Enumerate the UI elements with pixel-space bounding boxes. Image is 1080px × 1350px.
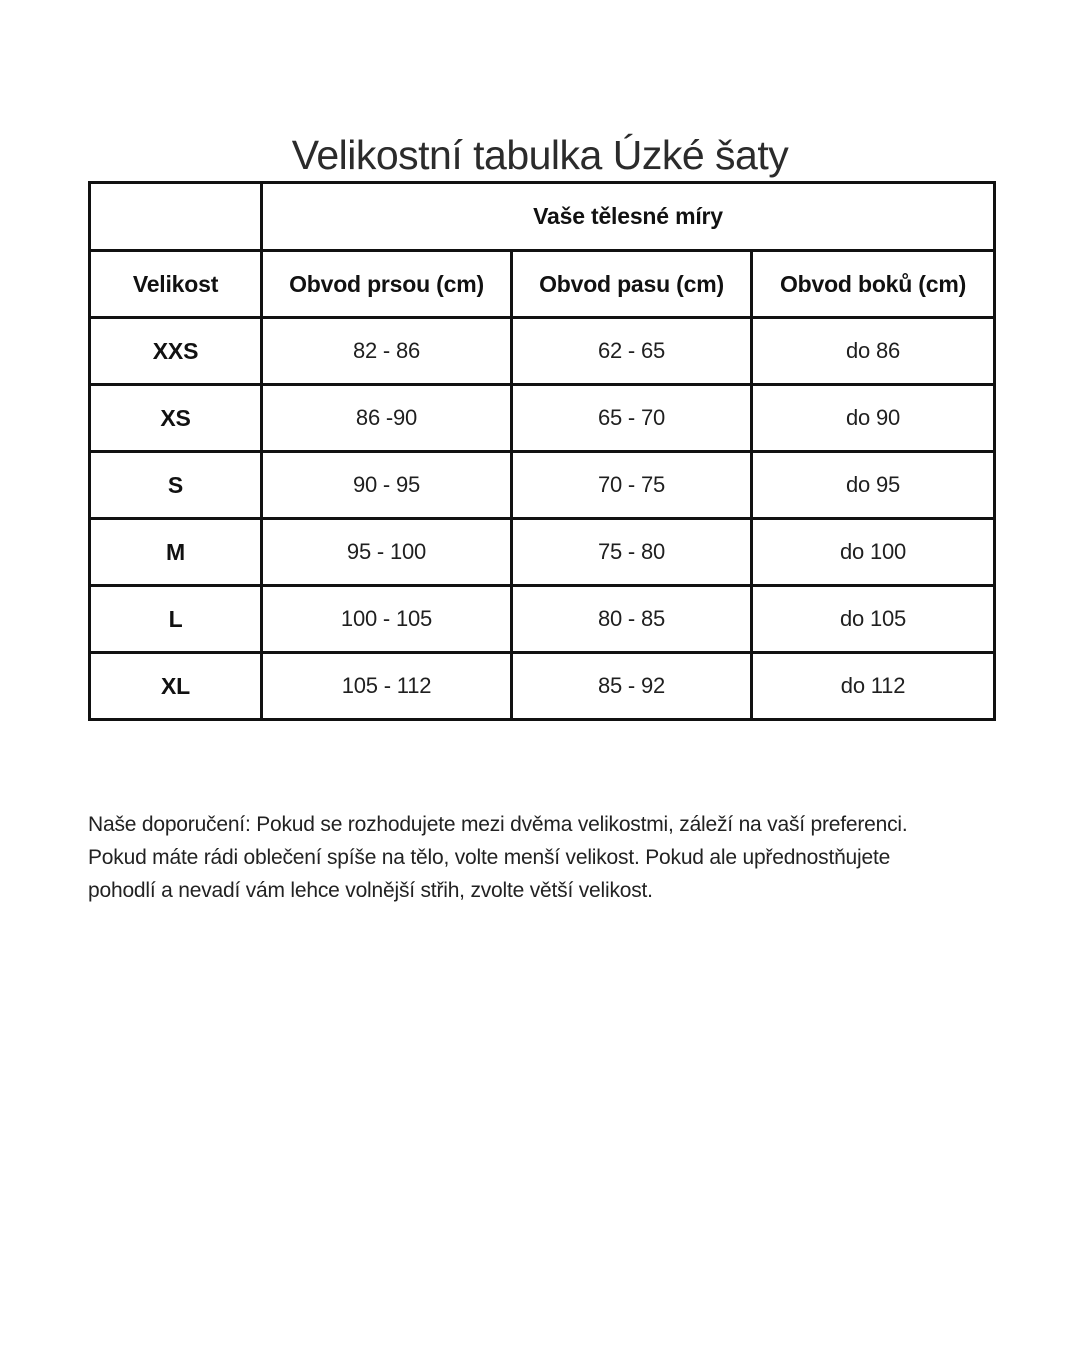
size-value: XXS [90,318,262,385]
table-row [90,653,995,720]
column-header-waist: Obvod pasu (cm) [512,251,752,318]
size-value: XS [90,385,262,452]
waist-value: 65 - 70 [512,385,752,452]
chest-value: 90 - 95 [262,452,512,519]
waist-value: 62 - 65 [512,318,752,385]
chest-value: 100 - 105 [262,586,512,653]
waist-value: 75 - 80 [512,519,752,586]
table-row [90,586,995,653]
group-header-cell: Vaše tělesné míry [262,183,995,251]
size-value: XL [90,653,262,720]
hips-value: do 112 [752,653,995,720]
size-table [88,181,996,721]
page-title: Velikostní tabulka Úzké šaty [291,132,789,179]
table-row [90,318,995,385]
table-group-header-row [90,183,995,251]
hips-value: do 100 [752,519,995,586]
chest-value: 82 - 86 [262,318,512,385]
chest-value: 105 - 112 [262,653,512,720]
table-row [90,385,995,452]
hips-value: do 105 [752,586,995,653]
table-column-header-row [90,251,995,318]
table-row [90,519,995,586]
waist-value: 70 - 75 [512,452,752,519]
empty-corner-cell [90,183,262,251]
chest-value: 95 - 100 [262,519,512,586]
waist-value: 80 - 85 [512,586,752,653]
column-header-size: Velikost [90,251,262,318]
table-row [90,452,995,519]
hips-value: do 90 [752,385,995,452]
column-header-chest: Obvod prsou (cm) [262,251,512,318]
chest-value: 86 -90 [262,385,512,452]
column-header-hips: Obvod boků (cm) [752,251,995,318]
size-value: L [90,586,262,653]
size-value: M [90,519,262,586]
size-table-container [88,181,996,721]
size-value: S [90,452,262,519]
waist-value: 85 - 92 [512,653,752,720]
hips-value: do 86 [752,318,995,385]
hips-value: do 95 [752,452,995,519]
recommendation-note: Naše doporučení: Pokud se rozhodujete mezi dvěma velikostmi, záleží na vaší preferenci. Pokud máte rádi oblečení spíše na tělo, volte menší velikost. Pokud ale upřednostňujete pohodlí a nevadí vám lehce volnější střih, zvolte větší velikost. [88,813,908,902]
